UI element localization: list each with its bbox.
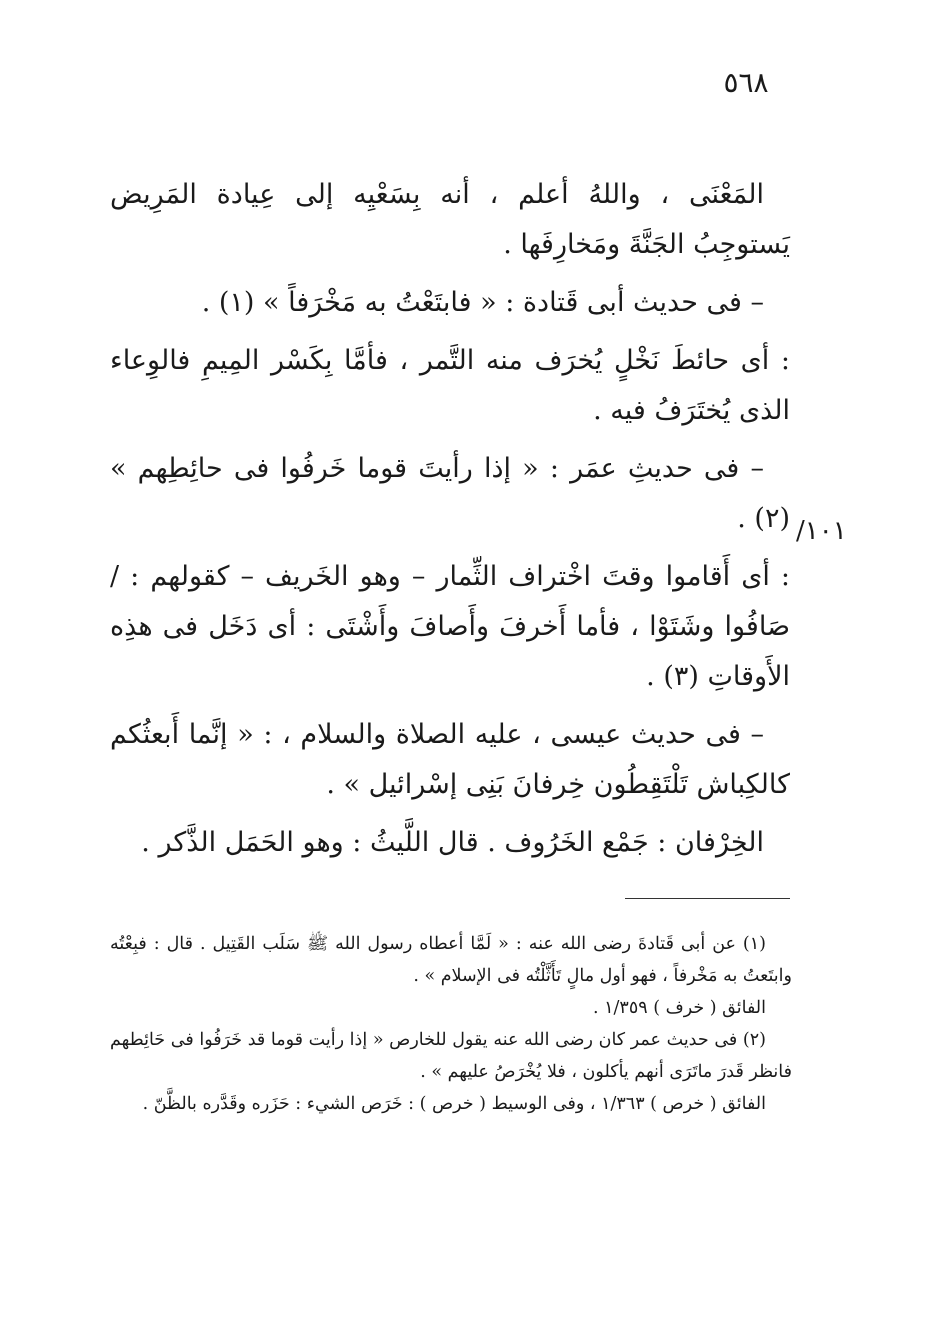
paragraph: المَعْنَى ، واللهُ أعلم ، أنه بِسَعْيِه إلى عِيادة المَرِيض يَستوجِبُ الجَنَّةَ ومَخارِفَها . <box>110 179 790 260</box>
page-number: ٥٦٨ <box>723 66 769 99</box>
footnote-source: الفائق ( خرص ) ١/٣٦٣ ، وفى الوسيط ( خرص ) : خَرَص الشيء : حَزَره وقَدَّره بالظَّنّ . <box>142 1094 766 1114</box>
margin-page-reference: /١٠١ <box>796 516 847 546</box>
footnote-source: الفائق ( خرف ) ١/٣٥٩ . <box>592 998 766 1018</box>
footnote: (١) عن أبى قَتادةَ رضى الله عنه : « لَمَّا أعطاه رسول الله ﷺ سَلَب القَتِيل . قال : فبِعْتُه وابتَعتُ به مَخْرفاً ، فهو أول مالٍ تَأَثَّلْتُه فى الإسلام » . <box>110 934 792 986</box>
paragraph: : أى أَقاموا وقتَ اخْتراف الثِّمار – وهو الخَريف – كقولهم : / صَافُوا وشَتَوْا ، فأما أَخرفَ وأَصافَ وأَشْتَى : أى دَخَل فى هذِه الأَوقاتِ (٣) . <box>110 561 790 692</box>
paragraph: الخِرْفان : جَمْع الخَرُوف . قال اللَّيثُ : وهو الحَمَل الذَّكر . <box>141 827 764 858</box>
paragraph: – فى حديثِ عمَر : « إذا رأيتَ قوما خَرفُوا فى حائِطِهم » (٢) . <box>110 453 790 534</box>
footnote: (٢) فى حديث عمر كان رضى الله عنه يقول للخارص « إذا رأيت قوما قد خَرَفُوا فى حَائِطهم فانظر قَدرَ ماتَرَى أنهم يأكلون ، فلا يُخْرَصُ عليهم » . <box>110 1030 792 1082</box>
paragraph: – فى حديث أبى قَتادة : « فابتَعْتُ به مَخْرَفاً » (١) . <box>201 287 764 318</box>
footnote-separator <box>625 898 790 899</box>
main-text <box>110 170 790 876</box>
paragraph: – فى حديث عيسى ، عليه الصلاة والسلام ، : « إنَّما أَبعثُكم كالكِباش تَلْتَقِطُون خِرفانَ بَنِى إسْرائيل » . <box>110 719 790 800</box>
paragraph: : أى حائطَ نَخْلٍ يُخرَف منه التَّمر ، فأمَّا بِكَسْر المِيمِ فالوِعاء الذى يُختَرَفُ فيه . <box>110 345 790 426</box>
footnotes <box>110 928 792 1120</box>
